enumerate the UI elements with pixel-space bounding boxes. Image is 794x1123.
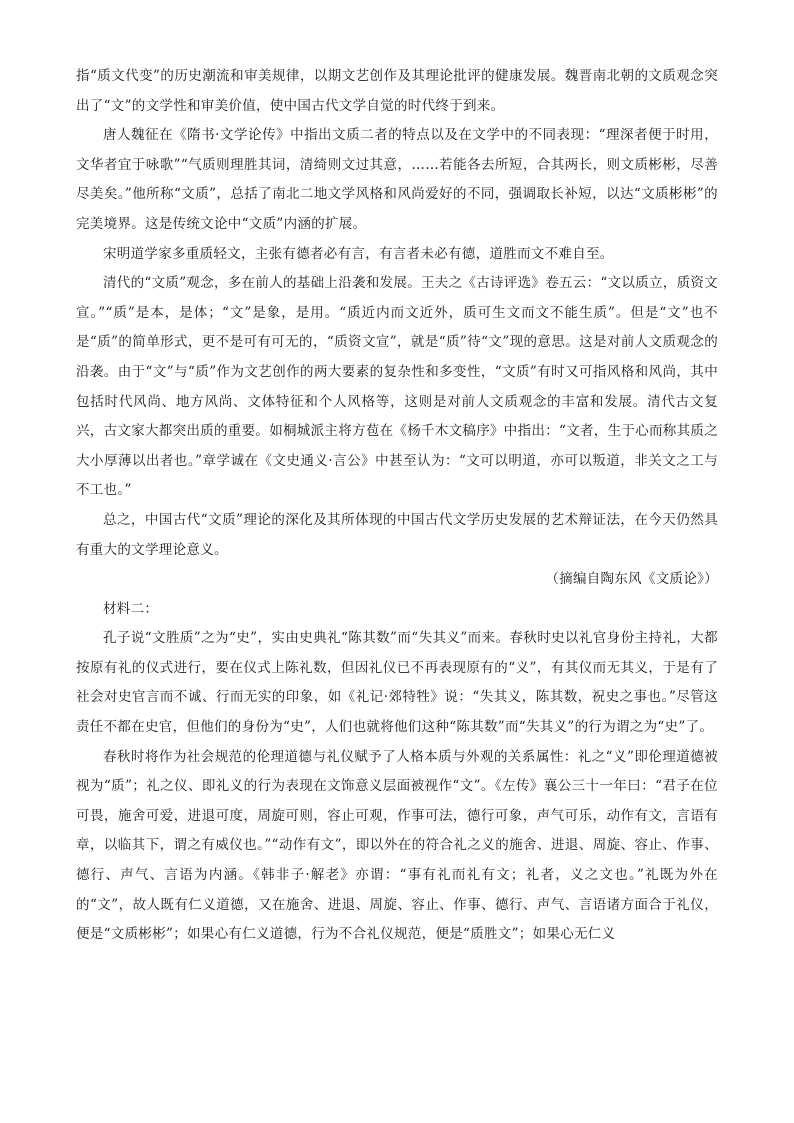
paragraph-2: 唐人魏征在《隋书·文学论传》中指出文质二者的特点以及在文学中的不同表现：“理深者便于时用，文华者宜于咏歌”“气质则理胜其词，清绮则文过其意，……若能各去所短，合其两长，则文质彬彬，尽善尽美矣。”他所称“文质”，总括了南北二地文学风格和风尚爱好的不同，强调取长补短，以达“文质彬彬”的完美境界。这是传统文论中“文质”内涵的扩展。 xyxy=(76,127,718,232)
paragraph-1: 指“质文代变”的历史潮流和审美规律，以期文艺创作及其理论批评的健康发展。魏晋南北朝的文质观念突出了“文”的文学性和审美价值，使中国古代文学自觉的时代终于到来。 xyxy=(76,68,718,114)
source-citation: （摘编自陶东风《文质论》） xyxy=(545,571,718,588)
document-page xyxy=(76,62,718,950)
material-paragraph-2: 春秋时将作为社会规范的伦理道德与礼仪赋予了人格本质与外观的关系属性：礼之“义”即伦理道德被视为“质”；礼之仪、即礼义的行为表现在文饰意义层面被视作“文”。《左传》襄公三十一年曰：“君子在位可畏，施舍可爱，进退可度，周旋可则，容止可观，作事可法，德行可象，声气可乐，动作有文，言语有章，以临其下，谓之有威仪也。”“动作有文”，即以外在的符合礼之义的施舍、进退、周旋、容止、作事、德行、声气、言语为内涵。《韩非子·解老》亦谓：“事有礼而礼有文；礼者，义之文也。”礼既为外在的“文”，故人既有仁义道德，又在施舍、进退、周旋、容止、作事、德行、声气、言语诸方面合于礼仪，便是“文质彬彬”；如果心有仁义道德，行为不合礼仪规范，便是“质胜文”；如果心无仁义 xyxy=(76,748,718,943)
material-heading: 材料二： xyxy=(103,600,159,617)
material-paragraph-1: 孔子说“文胜质”之为“史”，实由史典礼“陈其数”而“失其义”而来。春秋时史以礼官身份主持礼，大都按原有礼的仪式进行，要在仪式上陈礼数，但因礼仪已不再表现原有的“义”，有其仪而无其义，于是有了社会对史官言而不诚、行而无实的印象，如《礼记·郊特牲》说：“失其义，陈其数，祝史之事也。”尽管这责任不都在史官，但他们的身份为“史”，人们也就将他们这种“陈其数”而“失其义”的行为谓之为“史”了。 xyxy=(76,630,718,736)
paragraph-5: 总之，中国古代“文质”理论的深化及其所体现的中国古代文学历史发展的艺术辩证法，在今天仍然具有重大的文学理论意义。 xyxy=(76,511,718,558)
paragraph-3: 宋明道学家多重质轻文，主张有德者必有言，有言者未必有德，道胜而文不难自至。 xyxy=(103,245,614,262)
paragraph-4: 清代的“文质”观念，多在前人的基础上沿袭和发展。王夫之《古诗评选》卷五云：“文以质立，质资文宣。”“质”是本，是体；“文”是象，是用。“质近内而文近外，质可生文而文不能生质”。但是“文”也不是“质”的简单形式，更不是可有可无的，“质资文宣”，就是“质”待“文”现的意思。这是对前人文质观念的沿袭。由于“文”与“质”作为文艺创作的两大要素的复杂性和多变性，“文质”有时又可指风格和风尚，其中包括时代风尚、地方风尚、文体特征和个人风格等，这则是对前人文质观念的丰富和发展。清代古文复兴，古文家大都突出质的重要。如桐城派主将方苞在《杨千木文稿序》中指出：“文者，生于心而称其质之大小厚薄以出者也。”章学诚在《文史通义·言公》中甚至认为：“文可以明道，亦可以叛道，非关文之工与不工也。” xyxy=(76,275,719,499)
